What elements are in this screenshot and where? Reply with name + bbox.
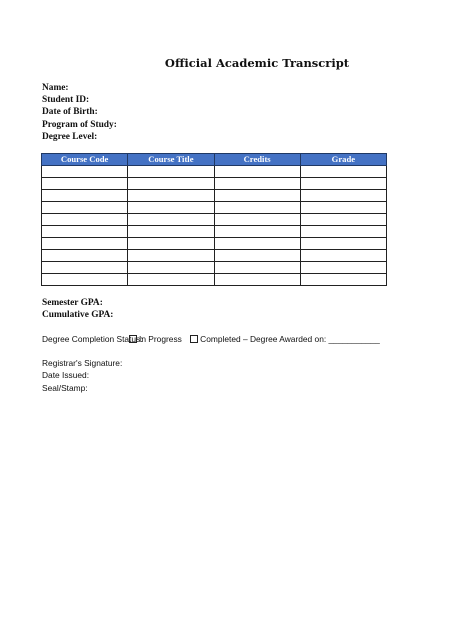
table-cell[interactable] [42,262,128,274]
field-date-of-birth: Date of Birth: [42,107,98,118]
table-cell[interactable] [128,190,214,202]
table-cell[interactable] [300,226,386,238]
table-cell[interactable] [42,190,128,202]
table-cell[interactable] [214,166,300,178]
semester-gpa-label: Semester GPA: [42,298,103,308]
table-cell[interactable] [42,226,128,238]
table-cell[interactable] [42,202,128,214]
table-header-row [42,154,387,166]
table-cell[interactable] [128,178,214,190]
field-name: Name: [42,83,69,93]
table-cell[interactable] [300,190,386,202]
table-cell[interactable] [128,214,214,226]
table-cell[interactable] [42,214,128,226]
table-cell[interactable] [214,226,300,238]
table-cell[interactable] [300,262,386,274]
table-row [42,190,387,202]
field-program-of-study: Program of Study: [42,119,117,130]
table-cell[interactable] [42,166,128,178]
table-cell[interactable] [214,274,300,286]
status-label: Degree Completion Status: [42,334,143,344]
header-grade: Grade [300,154,386,166]
table-cell[interactable] [42,274,128,286]
header-credits: Credits [214,154,300,166]
table-row [42,262,387,274]
table-cell[interactable] [214,178,300,190]
table-row [42,178,387,190]
degree-completion-status [42,334,380,344]
table-cell[interactable] [42,178,128,190]
document-title: Official Academic Transcript [164,56,350,70]
table-cell[interactable] [300,274,386,286]
field-degree-level: Degree Level: [42,131,98,142]
table-cell[interactable] [128,250,214,262]
gpa-section [42,297,113,321]
table-cell[interactable] [214,202,300,214]
table-cell[interactable] [214,262,300,274]
table-cell[interactable] [300,214,386,226]
table-cell[interactable] [128,202,214,214]
table-row [42,274,387,286]
header-course-title: Course Title [128,154,214,166]
date-issued-label: Date Issued: [42,370,90,381]
table-cell[interactable] [300,238,386,250]
table-cell[interactable] [214,250,300,262]
table-row [42,202,387,214]
table-cell[interactable] [128,274,214,286]
header-course-code: Course Code [42,154,128,166]
table-cell[interactable] [300,178,386,190]
table-row [42,250,387,262]
completed-checkbox[interactable] [190,335,198,343]
in-progress-checkbox[interactable] [129,335,137,343]
table-cell[interactable] [300,166,386,178]
in-progress-label: In Progress [139,334,182,344]
registrar-signature-label: Registrar's Signature: [42,358,123,368]
table-cell[interactable] [128,226,214,238]
course-table [41,153,387,286]
table-cell[interactable] [300,202,386,214]
completed-label: Completed – Degree Awarded on: ___________ [200,334,380,344]
student-info-fields [42,82,117,143]
table-row [42,238,387,250]
table-row [42,166,387,178]
table-cell[interactable] [214,238,300,250]
seal-stamp-label: Seal/Stamp: [42,382,88,393]
table-cell[interactable] [128,166,214,178]
table-row [42,226,387,238]
table-body [42,166,387,286]
registrar-section [42,357,122,394]
table-cell[interactable] [214,190,300,202]
field-student-id: Student ID: [42,95,90,106]
table-cell[interactable] [128,262,214,274]
table-cell[interactable] [214,214,300,226]
table-cell[interactable] [128,238,214,250]
table-row [42,214,387,226]
cumulative-gpa-label: Cumulative GPA: [42,310,114,320]
table-cell[interactable] [42,250,128,262]
table-cell[interactable] [42,238,128,250]
table-cell[interactable] [300,250,386,262]
